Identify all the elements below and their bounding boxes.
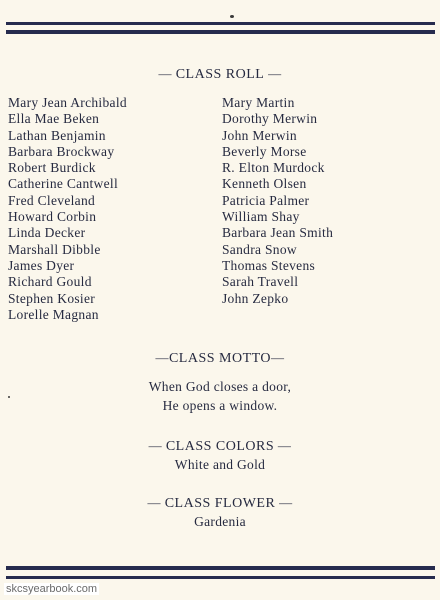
student-name: Thomas Stevens: [222, 257, 316, 273]
student-name: Beverly Morse: [222, 143, 307, 159]
bottom-rule-thin: [6, 576, 435, 579]
student-name: Fred Cleveland: [8, 192, 96, 208]
student-name: John Zepko: [222, 290, 289, 306]
class-flower-heading: — CLASS FLOWER —: [147, 495, 293, 511]
student-name: Stephen Kosier: [8, 290, 96, 306]
student-name: R. Elton Murdock: [222, 160, 325, 176]
student-name: Sarah Travell: [222, 274, 299, 290]
student-name: Lorelle Magnan: [8, 306, 99, 322]
student-name: Mary Jean Archibald: [8, 95, 127, 110]
class-colors-value: White and Gold: [174, 457, 266, 472]
class-roll-left-column: [8, 95, 127, 323]
class-colors-heading-text: CLASS COLORS: [165, 439, 275, 454]
ink-speck: [230, 15, 234, 18]
student-name: Howard Corbin: [8, 209, 97, 225]
student-name: Richard Gould: [8, 274, 92, 290]
class-flower-heading-text: CLASS FLOWER: [164, 496, 276, 511]
student-name: Dorothy Merwin: [222, 111, 318, 127]
student-name: Mary Martin: [222, 95, 295, 110]
class-roll-heading: — CLASS ROLL —: [158, 66, 282, 82]
class-motto-line-1: When God closes a door,: [148, 379, 292, 394]
class-roll-right-column: [222, 95, 333, 307]
class-motto-heading: —CLASS MOTTO—: [155, 350, 285, 366]
student-name: Ella Mae Beken: [8, 111, 100, 127]
top-rule-thin: [6, 22, 435, 25]
class-motto-line-2: He opens a window.: [162, 398, 278, 413]
student-name: Marshall Dibble: [8, 241, 101, 257]
student-name: Sandra Snow: [222, 241, 297, 257]
class-roll-heading-text: CLASS ROLL: [175, 67, 265, 82]
student-name: John Merwin: [222, 127, 297, 143]
student-name: Catherine Cantwell: [8, 176, 118, 192]
student-name: James Dyer: [8, 257, 75, 273]
student-name: Kenneth Olsen: [222, 176, 307, 192]
class-motto-heading-text: CLASS MOTTO: [168, 351, 272, 366]
site-watermark: skcsyearbook.com: [6, 583, 98, 595]
student-name: Linda Decker: [8, 225, 86, 241]
student-name: Robert Burdick: [8, 160, 96, 176]
bottom-rule-thick: [6, 566, 435, 570]
top-rule-thick: [6, 30, 435, 34]
class-colors-heading: — CLASS COLORS —: [148, 438, 292, 454]
student-name: Barbara Brockway: [8, 143, 115, 159]
student-name: William Shay: [222, 209, 300, 225]
student-name: Lathan Benjamin: [8, 127, 106, 143]
student-name: Patricia Palmer: [222, 192, 310, 208]
student-name: Barbara Jean Smith: [222, 225, 334, 241]
class-flower-value: Gardenia: [194, 514, 246, 529]
